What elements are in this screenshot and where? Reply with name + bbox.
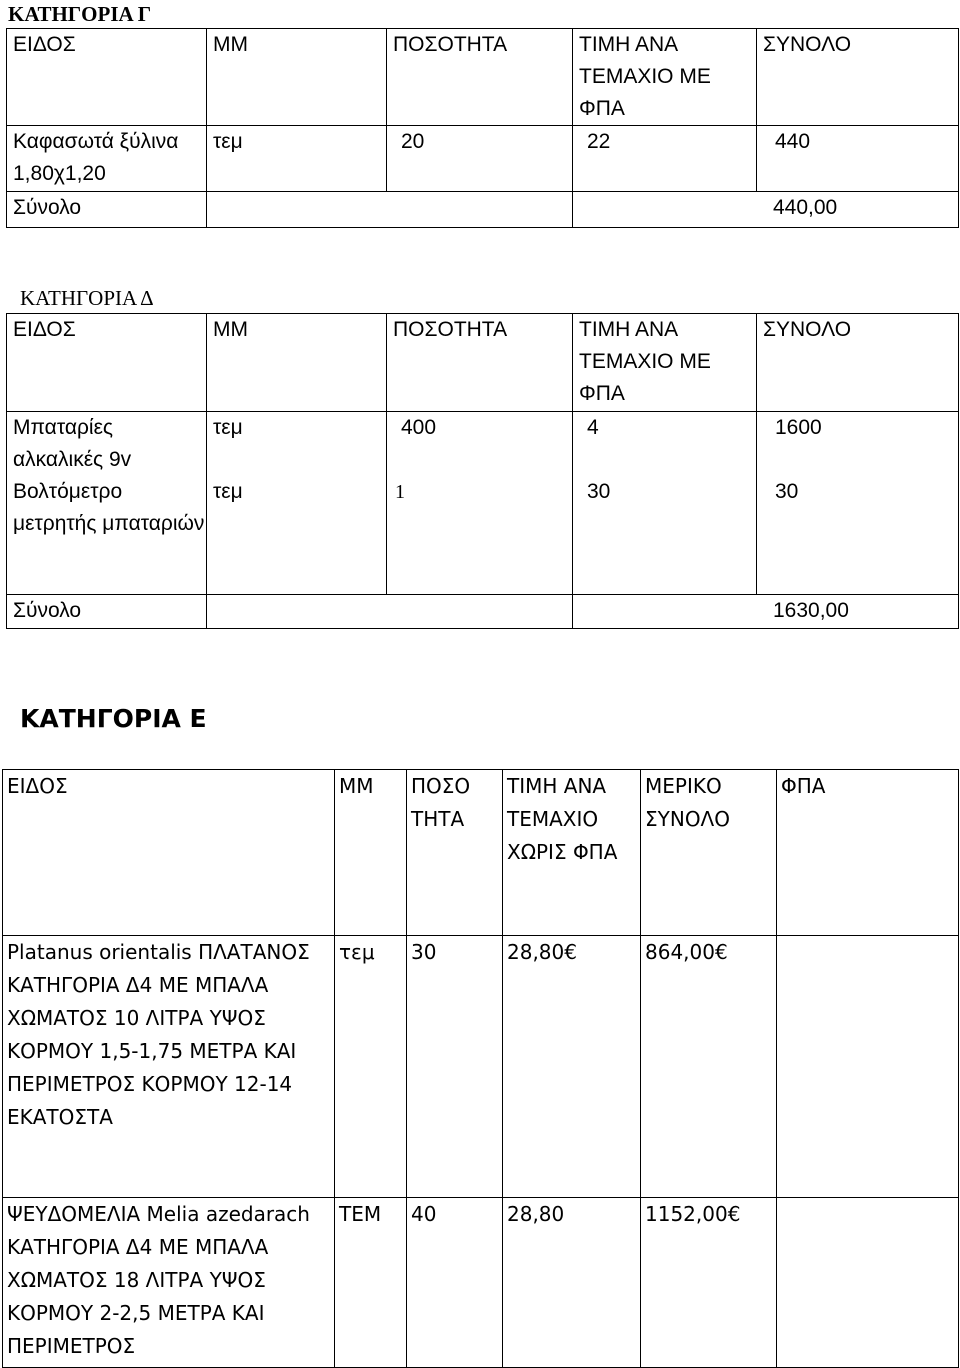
table-row: [7, 126, 959, 192]
price-cell: 4: [573, 412, 757, 477]
quantity-cell: 40: [407, 1198, 503, 1368]
quantity-cell: 30: [407, 936, 503, 1198]
vat-cell: [777, 936, 959, 1198]
header-quantity: ΠΟΣΟΤΗΤΑ: [387, 29, 573, 126]
sum-value: 1630,00: [573, 594, 959, 628]
unit-cell: τεμ: [335, 936, 407, 1198]
price-cell: 30: [573, 476, 757, 594]
table-header-row: [7, 29, 959, 126]
price-cell: 28,80€: [503, 936, 641, 1198]
category-d-heading: ΚΑΤΗΓΟΡΙΑ Δ: [20, 286, 154, 310]
vat-cell: [777, 1198, 959, 1368]
table-row: [7, 476, 959, 594]
header-item: ΕΙΔΟΣ: [3, 770, 335, 936]
quantity-cell: 400: [387, 412, 573, 477]
header-vat: ΦΠΑ: [777, 770, 959, 936]
table-row: [3, 1198, 959, 1368]
category-e-heading: ΚΑΤΗΓΟΡΙΑ Ε: [20, 704, 207, 733]
item-cell: Βολτόμετρο μετρητής μπαταριών: [7, 476, 207, 594]
table-row: [7, 412, 959, 477]
unit-cell: ΤΕΜ: [335, 1198, 407, 1368]
item-cell: Μπαταρίες αλκαλικές 9v: [7, 412, 207, 477]
unit-cell: τεμ: [207, 476, 387, 594]
header-item: ΕΙΔΟΣ: [7, 314, 207, 412]
header-total: ΣΥΝΟΛΟ: [757, 29, 959, 126]
sum-label: Σύνολο: [7, 192, 207, 228]
header-total: ΣΥΝΟΛΟ: [757, 314, 959, 412]
category-e-table: [2, 769, 959, 1368]
table-header-row: [3, 770, 959, 936]
unit-cell: τεμ: [207, 412, 387, 477]
sum-row: [7, 192, 959, 228]
category-g-heading: ΚΑΤΗΓΟΡΙΑ Γ: [8, 2, 152, 26]
category-g-table: [6, 28, 959, 228]
item-cell: ΨΕΥΔΟΜΕΛΙΑ Melia azedarach ΚΑΤΗΓΟΡΙΑ Δ4 ΜΕ ΜΠΑΛΑ ΧΩΜΑΤΟΣ 18 ΛΙΤΡΑ ΥΨΟΣ ΚΟΡΜΟΥ 2-2,5 ΜΕΤΡΑ ΚΑΙ ΠΕΡΙΜΕΤΡΟΣ: [3, 1198, 335, 1368]
total-cell: 30: [757, 476, 959, 594]
header-price: ΤΙΜΗ ΑΝΑ ΤΕΜΑΧΙΟ ΜΕ ΦΠΑ: [573, 29, 757, 126]
price-cell: 28,80: [503, 1198, 641, 1368]
table-row: [3, 936, 959, 1198]
quantity-cell: 1: [387, 476, 573, 594]
header-item: ΕΙΔΟΣ: [7, 29, 207, 126]
item-cell: Platanus orientalis ΠΛΑΤΑΝΟΣ ΚΑΤΗΓΟΡΙΑ Δ4 ΜΕ ΜΠΑΛΑ ΧΩΜΑΤΟΣ 10 ΛΙΤΡΑ ΥΨΟΣ ΚΟΡΜΟΥ 1,5-1,75 ΜΕΤΡΑ ΚΑΙ ΠΕΡΙΜΕΤΡΟΣ ΚΟΡΜΟΥ 12-14 ΕΚΑΤΟΣΤΑ: [3, 936, 335, 1198]
header-unit: ΜΜ: [207, 29, 387, 126]
header-price: ΤΙΜΗ ΑΝΑ ΤΕΜΑΧΙΟ ΧΩΡΙΣ ΦΠΑ: [503, 770, 641, 936]
sum-label: Σύνολο: [7, 594, 207, 628]
subtotal-cell: 864,00€: [641, 936, 777, 1198]
header-subtotal: ΜΕΡΙΚΟ ΣΥΝΟΛΟ: [641, 770, 777, 936]
header-quantity: ΠΟΣΟΤΗΤΑ: [387, 314, 573, 412]
sum-spacer: [207, 594, 573, 628]
sum-spacer: [207, 192, 573, 228]
header-unit: ΜΜ: [207, 314, 387, 412]
header-price: ΤΙΜΗ ΑΝΑ ΤΕΜΑΧΙΟ ΜΕ ΦΠΑ: [573, 314, 757, 412]
item-cell: Καφασωτά ξύλινα 1,80χ1,20: [7, 126, 207, 192]
unit-cell: τεμ: [207, 126, 387, 192]
total-cell: 1600: [757, 412, 959, 477]
header-unit: ΜΜ: [335, 770, 407, 936]
subtotal-cell: 1152,00€: [641, 1198, 777, 1368]
price-cell: 22: [573, 126, 757, 192]
category-d-table: [6, 313, 959, 629]
sum-value: 440,00: [573, 192, 959, 228]
table-header-row: [7, 314, 959, 412]
header-quantity: ΠΟΣΟ ΤΗΤΑ: [407, 770, 503, 936]
sum-row: [7, 594, 959, 628]
total-cell: 440: [757, 126, 959, 192]
quantity-cell: 20: [387, 126, 573, 192]
